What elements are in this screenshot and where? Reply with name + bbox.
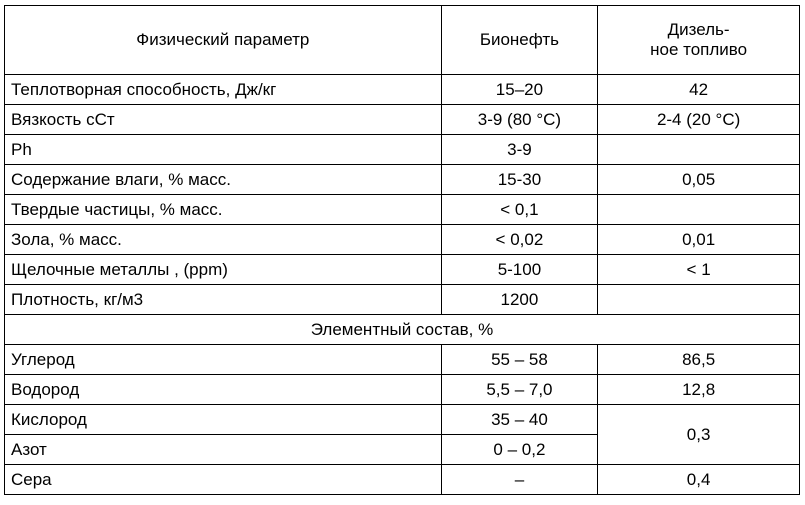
bio-cell: – [441, 465, 598, 495]
bio-cell: 1200 [441, 285, 598, 315]
table-row [5, 135, 800, 165]
param-cell: Твердые частицы, % масс. [5, 195, 442, 225]
diesel-cell-merged: 0,3 [598, 405, 800, 465]
bio-cell: 15-30 [441, 165, 598, 195]
properties-table-wrapper [4, 5, 800, 495]
section-row [5, 315, 800, 345]
header-diesel-line2: ное топливо [650, 40, 748, 59]
diesel-cell: 86,5 [598, 345, 800, 375]
table-row [5, 465, 800, 495]
header-diesel-line1: Дизель- [667, 20, 730, 39]
table-row [5, 225, 800, 255]
bio-cell: 55 – 58 [441, 345, 598, 375]
diesel-cell: 2-4 (20 °С) [598, 105, 800, 135]
bio-cell: 3-9 [441, 135, 598, 165]
header-param: Физический параметр [5, 6, 442, 75]
diesel-cell: 42 [598, 75, 800, 105]
table-header-row [5, 6, 800, 75]
table-row [5, 75, 800, 105]
properties-table [4, 5, 800, 495]
diesel-cell: 0,05 [598, 165, 800, 195]
diesel-cell [598, 195, 800, 225]
header-bio: Бионефть [441, 6, 598, 75]
bio-cell: 5,5 – 7,0 [441, 375, 598, 405]
table-row [5, 105, 800, 135]
param-cell: Ph [5, 135, 442, 165]
bio-cell: 5-100 [441, 255, 598, 285]
bio-cell: 35 – 40 [441, 405, 598, 435]
param-cell: Углерод [5, 345, 442, 375]
table-row [5, 195, 800, 225]
table-row [5, 255, 800, 285]
param-cell: Теплотворная способность, Дж/кг [5, 75, 442, 105]
table-row [5, 405, 800, 435]
param-cell: Зола, % масс. [5, 225, 442, 255]
table-row [5, 345, 800, 375]
bio-cell: < 0,02 [441, 225, 598, 255]
table-row [5, 375, 800, 405]
param-cell: Плотность, кг/м3 [5, 285, 442, 315]
diesel-cell: 0,4 [598, 465, 800, 495]
param-cell: Щелочные металлы , (ppm) [5, 255, 442, 285]
param-cell: Азот [5, 435, 442, 465]
bio-cell: 3-9 (80 °С) [441, 105, 598, 135]
bio-cell: < 0,1 [441, 195, 598, 225]
param-cell: Кислород [5, 405, 442, 435]
table-row [5, 285, 800, 315]
param-cell: Водород [5, 375, 442, 405]
param-cell: Содержание влаги, % масс. [5, 165, 442, 195]
param-cell: Сера [5, 465, 442, 495]
bio-cell: 15–20 [441, 75, 598, 105]
diesel-cell [598, 285, 800, 315]
diesel-cell: 12,8 [598, 375, 800, 405]
header-diesel [598, 6, 800, 75]
diesel-cell: 0,01 [598, 225, 800, 255]
bio-cell: 0 – 0,2 [441, 435, 598, 465]
section-title: Элементный состав, % [5, 315, 800, 345]
param-cell: Вязкость сСт [5, 105, 442, 135]
diesel-cell [598, 135, 800, 165]
diesel-cell: < 1 [598, 255, 800, 285]
table-row [5, 165, 800, 195]
